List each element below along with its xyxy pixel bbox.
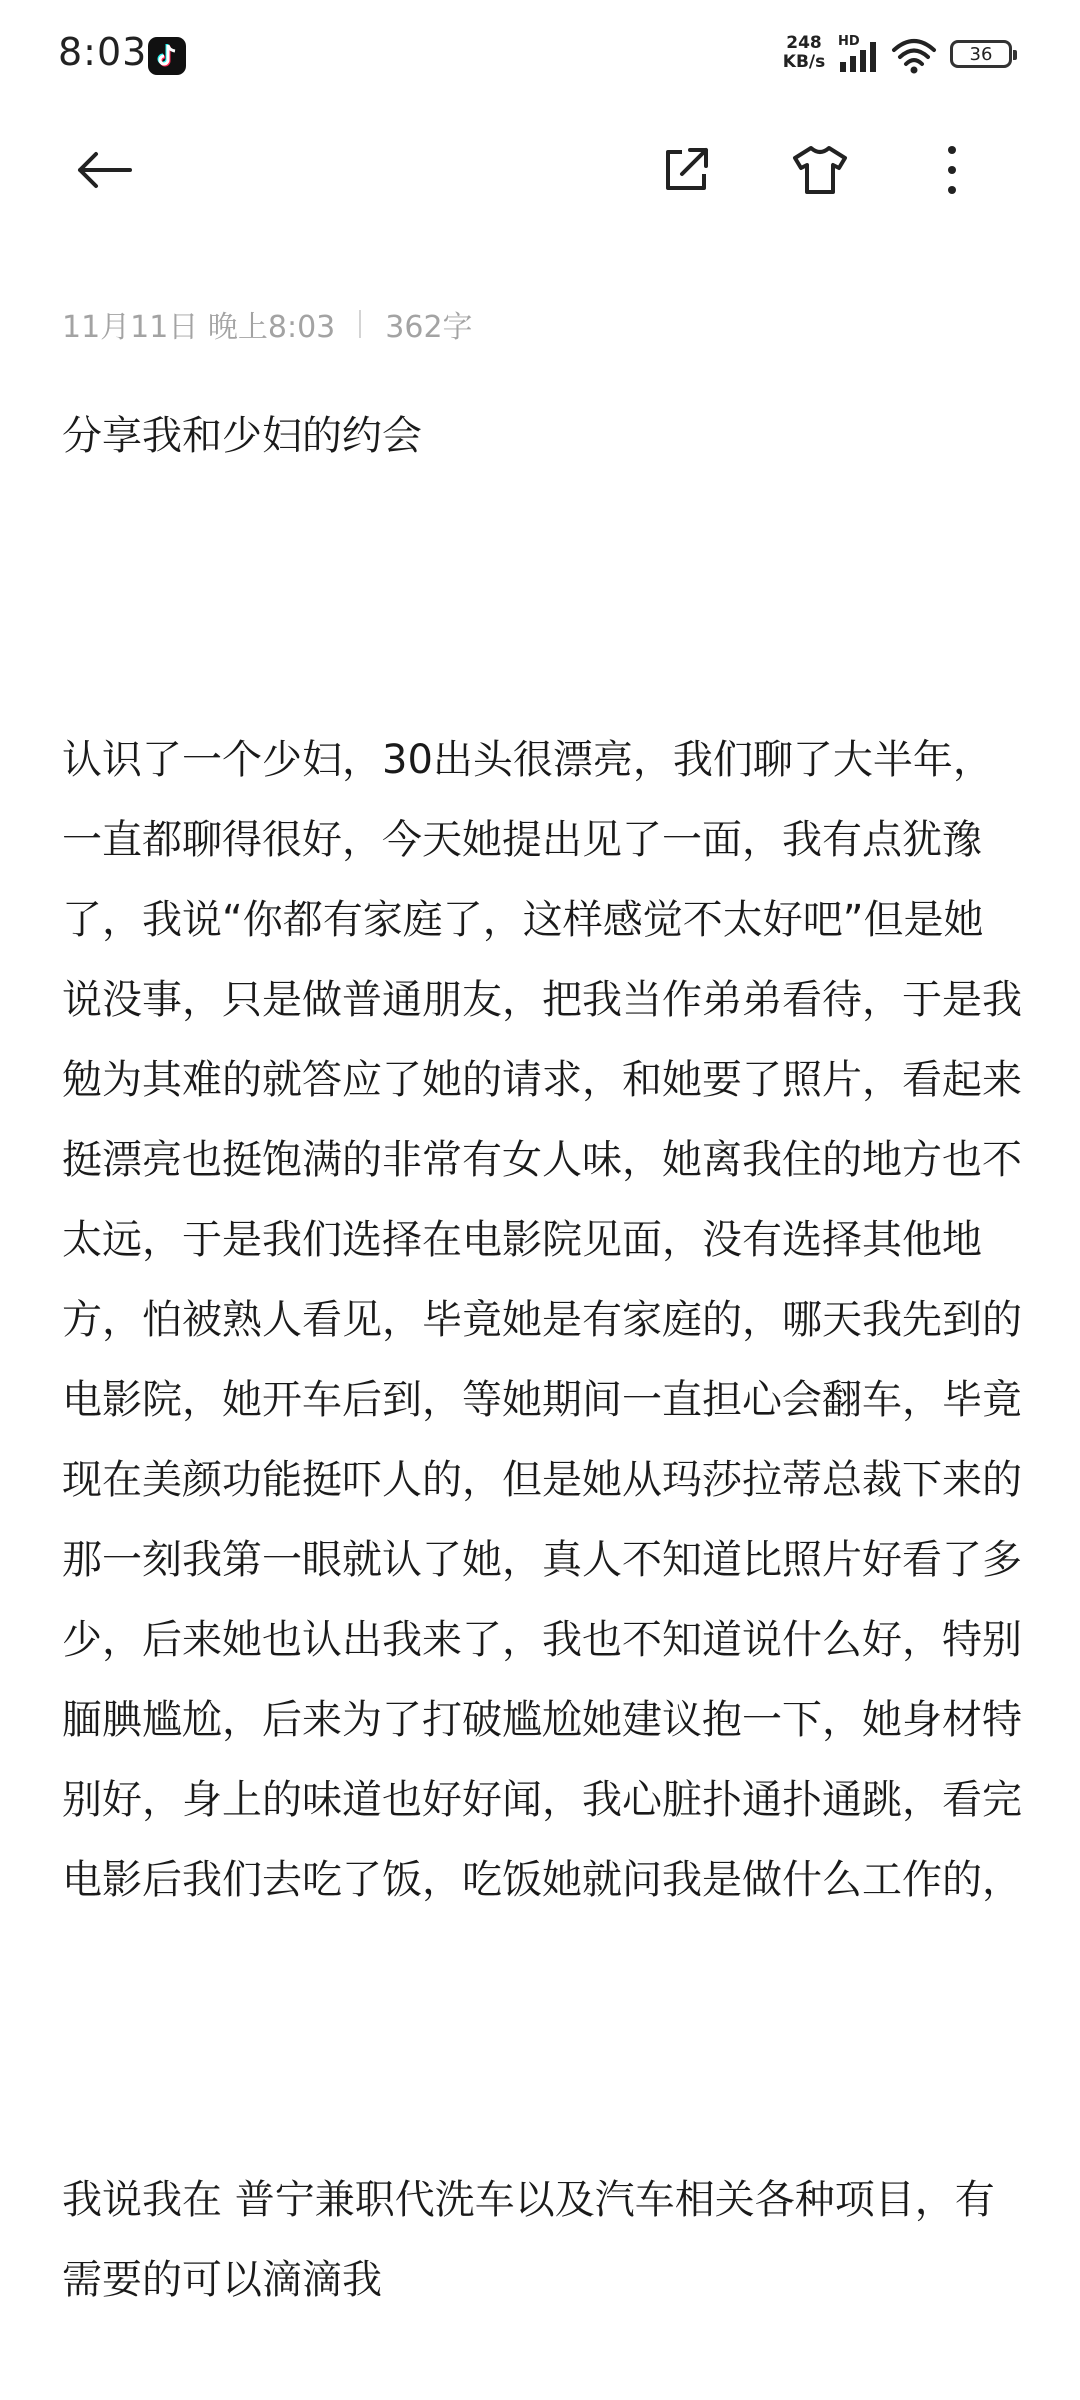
- top-toolbar: [0, 120, 1080, 220]
- tiktok-notification-icon: [148, 37, 186, 75]
- theme-button[interactable]: [788, 138, 852, 202]
- status-time: 8:03: [58, 30, 148, 74]
- hd-label: HD: [838, 34, 860, 49]
- note-word-count: 362字: [385, 310, 473, 345]
- more-options-button[interactable]: [920, 138, 984, 202]
- share-button[interactable]: [654, 138, 718, 202]
- meta-divider: [359, 310, 361, 338]
- note-paragraph: 我说我在 普宁兼职代洗车以及汽车相关各种项目，有需要的可以滴滴我: [62, 2177, 995, 2303]
- battery-icon: [950, 40, 1012, 68]
- note-paragraph: 认识了一个少妇，30出头很漂亮，我们聊了大半年，一直都聊得很好，今天她提出见了一面，我有点犹豫了，我说“你都有家庭了，这样感觉不太好吧”但是她说没事，只是做普通朋友，把我当作弟弟看待，于是我勉为其难的就答应了她的请求，和她要了照片，看起来挺漂亮也挺饱满的非常有女人味，她离我住的地方也不太远，于是我们选择在电影院见面，没有选择其他地方，怕被熟人看见，毕竟她是有家庭的，哪天我先到的电影院，她开车后到，等她期间一直担心会翻车，毕竟现在美颜功能挺吓人的，但是她从玛莎拉蒂总裁下来的那一刻我第一眼就认了她，真人不知道比照片好看了多少，后来她也认出我来了，我也不知道说什么好，特别腼腆尴尬，后来为了打破尴尬她建议抱一下，她身材特别好，身上的味道也好好闻，我心脏扑通扑通跳，看完电影后我们去吃了饭，吃饭她就问我是做什么工作的，: [62, 737, 1022, 1903]
- note-meta: [62, 302, 473, 346]
- wifi-icon: [890, 36, 938, 76]
- note-date: 11月11日 晚上8:03: [62, 310, 336, 345]
- note-body[interactable]: [62, 560, 1022, 2400]
- cellular-signal-icon: [838, 34, 894, 74]
- back-button[interactable]: [72, 138, 136, 202]
- network-speed-value: 248: [786, 33, 822, 53]
- tshirt-icon: [791, 144, 849, 196]
- arrow-left-icon: [74, 150, 134, 190]
- note-title[interactable]: 分享我和少妇的约会: [62, 413, 422, 459]
- more-vertical-icon: [942, 144, 962, 196]
- share-external-icon: [660, 144, 712, 196]
- network-speed-unit: KB/s: [782, 52, 826, 72]
- battery-level: 36: [969, 43, 993, 65]
- status-bar: [0, 0, 1080, 110]
- network-speed: [776, 34, 832, 72]
